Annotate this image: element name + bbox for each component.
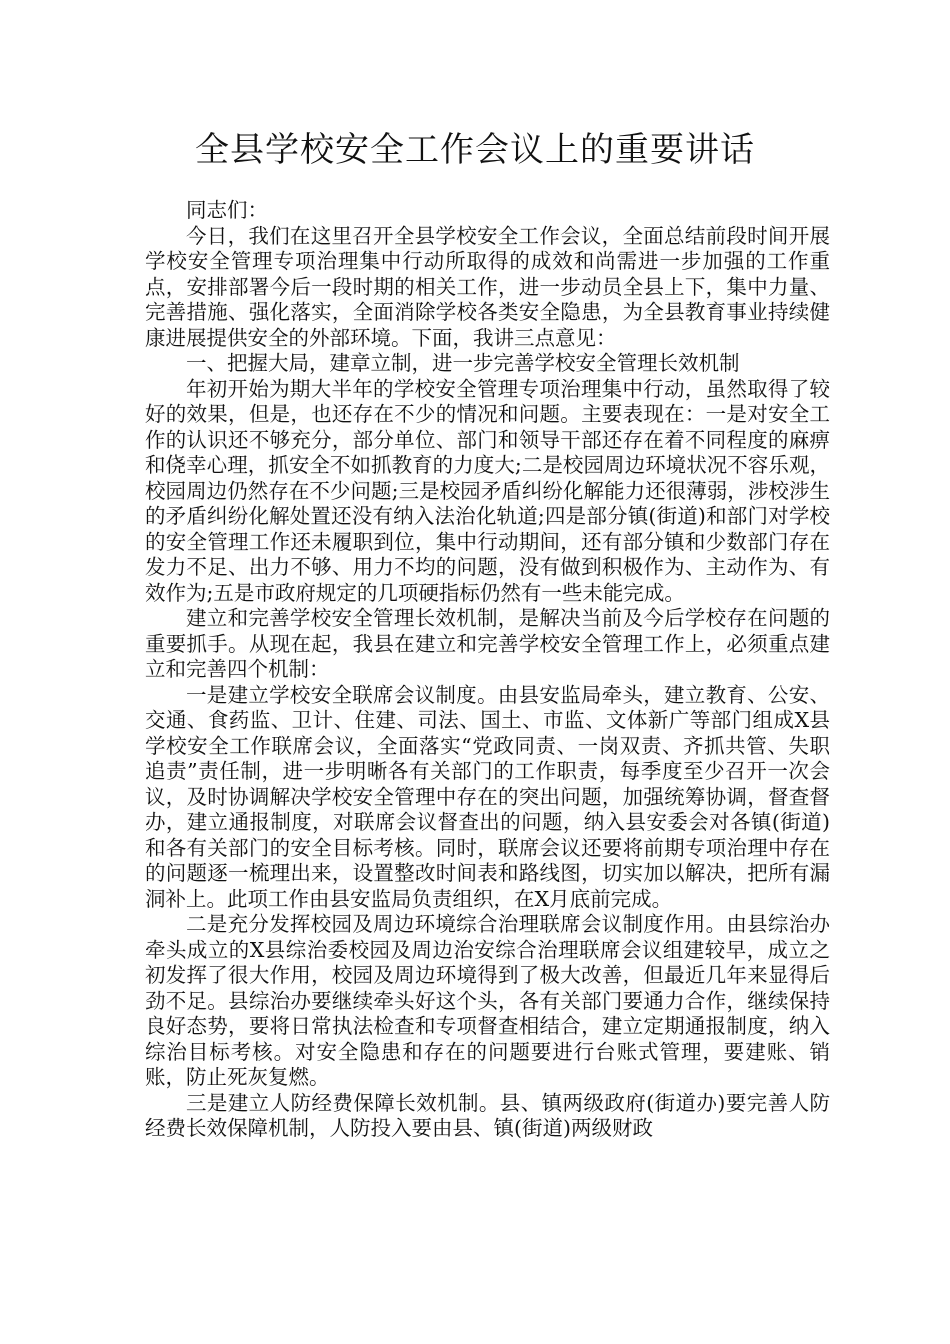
- paragraph-intro: 今日，我们在这里召开全县学校安全工作会议，全面总结前段时间开展学校安全管理专项治理集中行动所取得的成效和尚需进一步加强的工作重点，安排部署今后一段时期的相关工作，进一步动员全县上下，集中力量、完善措施、强化落实，全面消除学校各类安全隐患，为全县教育事业持续健康进展提供安全的外部环境。下面，我讲三点意见：: [145, 223, 830, 350]
- document-body: [145, 198, 830, 1142]
- document-title: 全县学校安全工作会议上的重要讲话: [195, 130, 755, 170]
- paragraph-mechanism-2: 二是充分发挥校园及周边环境综合治理联席会议制度作用。由县综治办牵头成立的X县综治委校园及周边治安综合治理联席会议组建较早，成立之初发挥了很大作用，校园及周边环境得到了极大改善，但最近几年来显得后劲不足。县综治办要继续牵头好这个头，各有关部门要通力合作，继续保持良好态势，要将日常执法检查和专项督查相结合，建立定期通报制度，纳入综治目标考核。对安全隐患和存在的问题要进行台账式管理，要建账、销账，防止死灰复燃。: [145, 912, 830, 1089]
- section-heading-1: 一、把握大局，建章立制，进一步完善学校安全管理长效机制: [186, 351, 740, 375]
- paragraph-mechanisms-intro: 建立和完善学校安全管理长效机制，是解决当前及今后学校存在问题的重要抓手。从现在起，我县在建立和完善学校安全管理工作上，必须重点建立和完善四个机制：: [145, 606, 830, 681]
- salutation: 同志们：: [186, 198, 268, 222]
- paragraph-mechanism-3: 三是建立人防经费保障长效机制。县、镇两级政府(街道办)要完善人防经费长效保障机制，人防投入要由县、镇(街道)两级财政: [145, 1090, 830, 1140]
- paragraph-problems: 年初开始为期大半年的学校安全管理专项治理集中行动，虽然取得了较好的效果，但是，也还存在不少的情况和问题。主要表现在：一是对安全工作的认识还不够充分，部分单位、部门和领导干部还存在着不同程度的麻痹和侥幸心理，抓安全不如抓教育的力度大;二是校园周边环境状况不容乐观，校园周边仍然存在不少问题;三是校园矛盾纠纷化解能力还很薄弱，涉校涉生的矛盾纠纷化解处置还没有纳入法治化轨道;四是部分镇(街道)和部门对学校的安全管理工作还未履职到位，集中行动期间，还有部分镇和少数部门存在发力不足、出力不够、用力不均的问题，没有做到积极作为、主动作为、有效作为;五是市政府规定的几项硬指标仍然有一些未能完成。: [145, 376, 830, 605]
- paragraph-mechanism-1: 一是建立学校安全联席会议制度。由县安监局牵头，建立教育、公安、交通、食药监、卫计、住建、司法、国土、市监、文体新广等部门组成X县学校安全工作联席会议，全面落实“党政同责、一岗双责、齐抓共管、失职追责”责任制，进一步明晰各有关部门的工作职责，每季度至少召开一次会议，及时协调解决学校安全管理中存在的突出问题，加强统筹协调，督查督办，建立通报制度，对联席会议督查出的问题，纳入县安委会对各镇(街道)和各有关部门的安全目标考核。同时，联席会议还要将前期专项治理中存在的问题逐一梳理出来，设置整改时间表和路线图，切实加以解决，把所有漏洞补上。此项工作由县安监局负责组织，在X月底前完成。: [145, 682, 830, 911]
